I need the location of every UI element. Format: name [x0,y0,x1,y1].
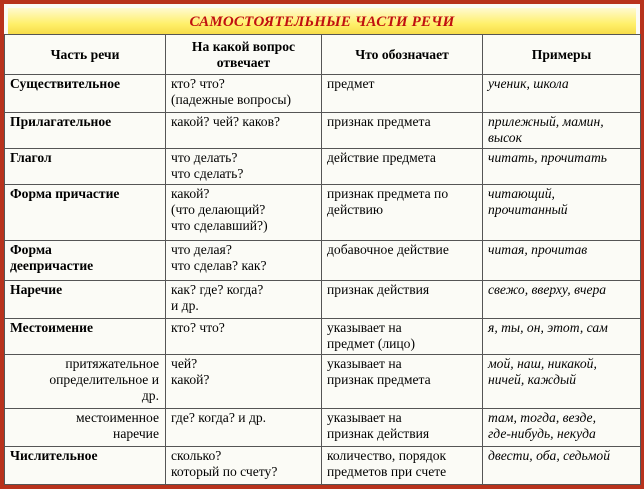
cell-examples [483,319,641,355]
cell-text-line: признак предмета по [327,186,449,202]
header-part-of-speech: Часть речи [5,35,166,75]
cell-meaning [322,319,483,355]
cell-meaning [322,149,483,185]
cell-text-line: определительное и [49,372,159,388]
cell-part-of-speech [5,240,166,280]
cell-text-line: Форма [10,241,52,257]
table-row [5,240,641,280]
table-row [5,281,641,319]
cell-text-line: что сделав? как? [171,257,267,273]
header-meaning: Что обозначает [322,35,483,75]
cell-text-line: читающий, [488,186,555,202]
cell-text-line: какой? чей? каков? [171,114,281,130]
cell-question [166,355,322,409]
table-row [5,446,641,484]
table-row [5,408,641,446]
header-question: На какой вопрос отвечает [166,35,322,75]
cell-text-line: двести, оба, седьмой [488,447,611,463]
cell-text-line: свежо, вверху, вчера [488,282,607,297]
cell-text-line: что сделать? [171,166,244,182]
cell-text-line: ученик, школа [488,76,569,91]
cell-part-of-speech [5,281,166,319]
cell-text-line: что сделавший?) [171,218,268,234]
cell-part-of-speech [5,319,166,355]
cell-text-line: др. [141,388,159,404]
cell-text-line: я, ты, он, этот, сам [488,320,608,336]
cell-text-line: местоименное [75,409,159,425]
cell-text-line: что делая? [171,241,232,257]
cell-text-line: кто? что? [171,76,225,91]
cell-meaning [322,355,483,409]
table-row [5,113,641,149]
cell-question [166,185,322,241]
cell-text-line: указывает на [327,356,402,372]
table-row [5,149,641,185]
cell-text-line: Числительное [10,447,98,463]
cell-text-line: указывает на [327,409,402,425]
cell-question [166,113,322,149]
cell-part-of-speech [5,113,166,149]
cell-text-line: признак предмета [327,114,431,130]
cell-text-line: предмет [327,76,375,91]
cell-text-line: Местоимение [10,320,94,336]
cell-text-line: читать, прочитать [488,150,607,166]
cell-text-line: признак действия [327,282,430,297]
cell-examples [483,185,641,241]
cell-text-line: Существительное [10,76,121,91]
cell-meaning [322,113,483,149]
cell-part-of-speech [5,75,166,113]
table-body [5,75,641,485]
cell-text-line: добавочное действие [327,241,449,257]
cell-text-line: высок [488,130,522,146]
cell-meaning [322,185,483,241]
cell-question [166,446,322,484]
cell-question [166,408,322,446]
cell-question [166,281,322,319]
cell-text-line: (падежные вопросы) [171,92,292,107]
cell-text-line: как? где? когда? [171,282,264,297]
cell-text-line: какой? [171,186,210,202]
cell-text-line: Наречие [10,282,63,297]
cell-text-line: прилежный, мамин, [488,114,604,130]
cell-text-line: ничей, каждый [488,372,576,388]
cell-text-line: действию [327,202,384,218]
cell-text-line: Прилагательное [10,114,112,130]
cell-meaning [322,408,483,446]
cell-examples [483,75,641,113]
cell-text-line: какой? [171,372,210,388]
cell-text-line: (что делающий? [171,202,266,218]
cell-text-line: количество, порядок [327,447,447,463]
cell-text-line: деепричастие [10,257,94,273]
cell-question [166,149,322,185]
cell-examples [483,355,641,409]
cell-examples [483,281,641,319]
cell-part-of-speech [5,408,166,446]
table-row [5,75,641,113]
cell-text-line: прочитанный [488,202,568,218]
cell-examples [483,446,641,484]
cell-text-line: действие предмета [327,150,436,166]
cell-text-line: чей? [171,356,198,372]
cell-meaning [322,446,483,484]
cell-text-line: предметов при счете [327,463,447,479]
cell-text-line: Глагол [10,150,52,166]
cell-text-line: где? когда? и др. [171,409,267,425]
cell-text-line: читая, прочитав [488,241,588,257]
cell-text-line: который по счету? [171,463,278,479]
cell-text-line: мой, наш, никакой, [488,356,597,372]
cell-text-line: указывает на [327,320,402,336]
cell-text-line: и др. [171,298,199,313]
cell-text-line: наречие [113,425,159,441]
cell-text-line: где-нибудь, некуда [488,425,596,441]
cell-text-line: сколько? [171,447,222,463]
cell-part-of-speech [5,149,166,185]
cell-examples [483,113,641,149]
cell-text-line: Форма причастие [10,186,120,202]
parts-of-speech-table [4,34,641,485]
header-examples: Примеры [483,35,641,75]
cell-text-line: там, тогда, везде, [488,409,596,425]
header-row [5,35,641,75]
page-title: САМОСТОЯТЕЛЬНЫЕ ЧАСТИ РЕЧИ [189,14,455,30]
cell-part-of-speech [5,185,166,241]
cell-text-line: кто? что? [171,320,225,336]
cell-text-line: признак предмета [327,372,431,388]
cell-question [166,319,322,355]
cell-text-line: что делать? [171,150,238,166]
cell-meaning [322,281,483,319]
cell-examples [483,149,641,185]
cell-part-of-speech [5,355,166,409]
cell-text-line: признак действия [327,425,430,441]
cell-text-line: предмет (лицо) [327,336,416,352]
cell-examples [483,240,641,280]
table-row [5,319,641,355]
cell-question [166,240,322,280]
cell-question [166,75,322,113]
table-row [5,185,641,241]
cell-meaning [322,240,483,280]
cell-meaning [322,75,483,113]
cell-part-of-speech [5,446,166,484]
cell-examples [483,408,641,446]
cell-text-line: притяжательное [65,356,159,372]
table-row [5,355,641,409]
